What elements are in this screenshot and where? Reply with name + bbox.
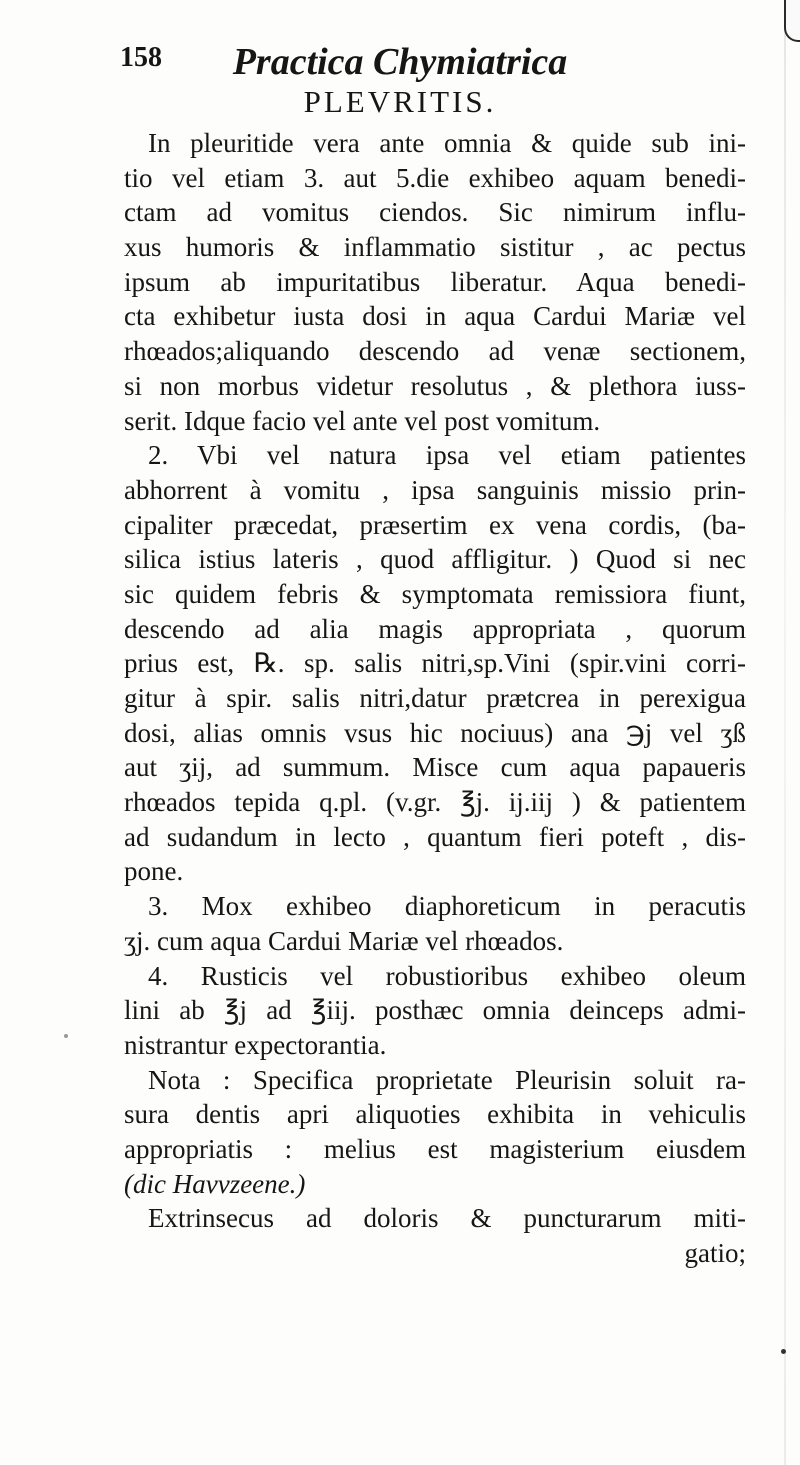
text-line: ʒj. cum aqua Cardui Mariæ vel rhœados.: [124, 925, 564, 956]
text-line: nistrantur expectorantia.: [124, 1029, 387, 1060]
text-line: cta exhibetur iusta dosi in aqua Cardui Mariæ vel: [124, 301, 746, 332]
text-line: descendo ad alia magis appropriata , quorum: [124, 613, 746, 644]
text-line: serit. Idque facio vel ante vel post vomitum.: [124, 405, 601, 436]
running-head: [120, 40, 680, 84]
text-line: dosi, alias omnis vsus hic nociuus) ana ℈j vel ʒß: [124, 717, 746, 748]
text-line: tio vel etiam 3. aut 5.die exhibeo aquam benedi-: [124, 162, 746, 193]
text-line: In pleuritide vera ante omnia & quide sub ini-: [148, 128, 746, 158]
text-line: ipsum ab impuritatibus liberatur. Aqua benedi-: [124, 266, 746, 297]
text-line: pone.: [124, 856, 184, 887]
text-line: Extrinsecus ad doloris & puncturarum miti-: [148, 1203, 746, 1234]
section-title: PLEVRITIS.: [303, 84, 497, 119]
text-line: lini ab ℥j ad ℥iij. posthæc omnia deinceps admi-: [124, 995, 746, 1026]
page-number: 158: [120, 42, 162, 73]
text-line: aut ʒij, ad summum. Misce cum aqua papaueris: [124, 752, 746, 783]
text-line: ad sudandum in lecto , quantum fieri poteft , dis-: [124, 821, 746, 852]
text-line: appropriatis : melius est magisterium eiusdem: [124, 1133, 746, 1164]
text-line: silica istius lateris , quod affligitur. ) Quod si nec: [124, 544, 746, 575]
ink-speck: [64, 1034, 68, 1038]
text-line: (dic Havvzeene.): [124, 1168, 306, 1199]
text-line: sic quidem febris & symptomata remissiora fiunt,: [124, 578, 746, 609]
text-line: ctam ad vomitus ciendos. Sic nimirum influ-: [124, 197, 746, 228]
text-line: 3. Mox exhibeo diaphoreticum in peracutis: [148, 891, 746, 922]
text-line: Nota : Specifica proprietate Pleurisin soluit ra-: [148, 1064, 746, 1095]
page-corner-fold: [784, 0, 800, 42]
ink-speck: [781, 1349, 786, 1354]
running-title: Practica Chymiatrica: [232, 41, 568, 83]
catchword: gatio;: [684, 1238, 746, 1268]
text-line: abhorrent à vomitu , ipsa sanguinis missio prin-: [124, 474, 746, 505]
page-edge: [784, 0, 786, 1465]
text-line: rhœados;aliquando descendo ad venæ sectionem,: [124, 336, 746, 367]
text-line: xus humoris & inflammatio sistitur , ac pectus: [124, 232, 746, 263]
text-line: si non morbus videtur resolutus , & plethora iuss-: [124, 370, 746, 401]
body-text: [124, 126, 746, 1271]
text-line: 2. Vbi vel natura ipsa vel etiam patientes: [148, 440, 746, 471]
text-line: prius est, ℞. sp. salis nitri,sp.Vini (spir.vini corri-: [124, 648, 746, 679]
text-line: sura dentis apri aliquoties exhibita in vehiculis: [124, 1099, 746, 1130]
text-line: 4. Rusticis vel robustioribus exhibeo oleum: [148, 960, 746, 991]
text-line: rhœados tepida q.pl. (v.gr. ℥j. ij.iij ) & patientem: [124, 787, 746, 818]
text-line: gitur à spir. salis nitri,datur prætcrea in perexigua: [124, 683, 746, 713]
text-line: cipaliter præcedat, præsertim ex vena cordis, (ba-: [124, 509, 746, 540]
